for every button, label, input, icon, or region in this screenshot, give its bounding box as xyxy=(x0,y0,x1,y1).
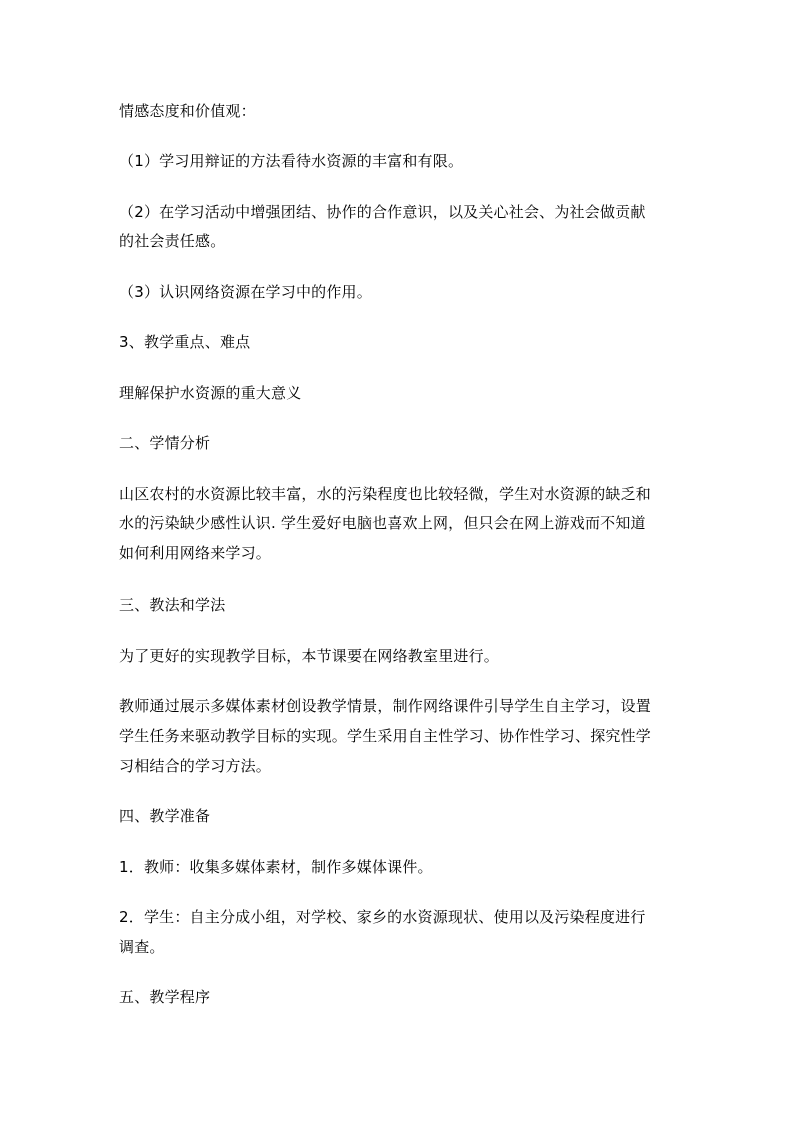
preparation-item-2-line-2: 调查。 xyxy=(119,938,165,956)
paragraph-methods-line-3: 习相结合的学习方法。 xyxy=(119,757,272,775)
section-heading-procedure: 五、教学程序 xyxy=(119,988,211,1006)
heading-emotional-attitude: 情感态度和价值观： xyxy=(119,102,256,120)
list-item-3: （3）认识网络资源在学习中的作用。 xyxy=(119,283,372,301)
section-heading-key-points: 3、教学重点、难点 xyxy=(119,333,251,351)
section-heading-learner-analysis: 二、学情分析 xyxy=(119,434,211,452)
paragraph-methods-line-2: 学生任务来驱动教学目标的实现。学生采用自主性学习、协作性学习、探究性学 xyxy=(119,727,652,745)
paragraph-learner-line-1: 山区农村的水资源比较丰富，水的污染程度也比较轻微，学生对水资源的缺乏和 xyxy=(119,485,652,503)
paragraph-learner-line-2: 水的污染缺少感性认识. 学生爱好电脑也喜欢上网，但只会在网上游戏而不知道 xyxy=(119,514,646,532)
list-item-1: （1）学习用辩证的方法看待水资源的丰富和有限。 xyxy=(119,152,464,170)
paragraph-learner-line-3: 如何利用网络来学习。 xyxy=(119,544,272,562)
paragraph-key-points: 理解保护水资源的重大意义 xyxy=(119,384,302,402)
section-heading-methods: 三、教法和学法 xyxy=(119,596,226,614)
list-item-2-line-1: （2）在学习活动中增强团结、协作的合作意识，以及关心社会、为社会做贡献 xyxy=(119,203,646,221)
paragraph-methods-intro: 为了更好的实现教学目标，本节课要在网络教室里进行。 xyxy=(119,647,500,665)
paragraph-methods-line-1: 教师通过展示多媒体素材创设教学情景，制作网络课件引导学生自主学习，设置 xyxy=(119,697,652,715)
section-heading-preparation: 四、教学准备 xyxy=(119,807,211,825)
preparation-item-2-line-1: 2．学生：自主分成小组，对学校、家乡的水资源现状、使用以及污染程度进行 xyxy=(119,908,646,926)
list-item-2-line-2: 的社会责任感。 xyxy=(119,232,226,250)
preparation-item-1: 1．教师：收集多媒体素材，制作多媒体课件。 xyxy=(119,858,433,876)
